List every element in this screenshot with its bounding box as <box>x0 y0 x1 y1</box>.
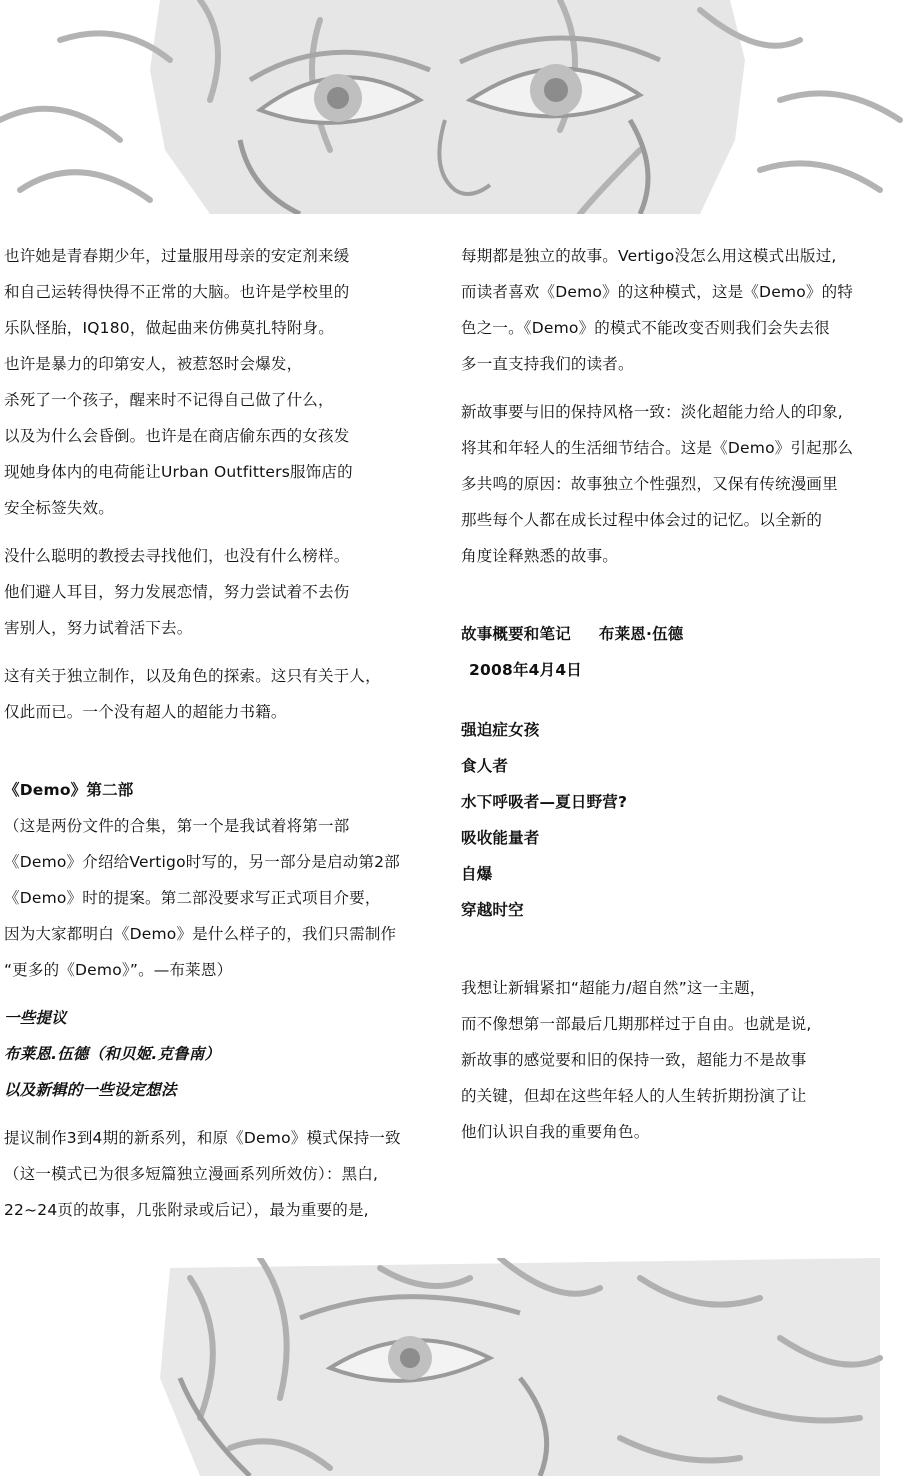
text-line: 他们避人耳目，努力发展恋情，努力尝试着不去伤 <box>4 583 350 601</box>
text-line: 也许她是青春期少年，过量服用母亲的安定剂来缓 <box>4 247 350 265</box>
right-paragraph-1 <box>461 238 911 382</box>
list-item: 食人者 <box>461 757 509 775</box>
bottom-illustration <box>0 1258 912 1476</box>
text-line: 没什么聪明的教授去寻找他们，也没有什么榜样。 <box>4 547 350 565</box>
notes-title: 故事概要和笔记 <box>461 625 571 643</box>
notes-header <box>461 616 911 652</box>
text-line: 将其和年轻人的生活细节结合。这是《Demo》引起那么 <box>461 439 854 457</box>
list-item: 水下呼吸者—夏日野营? <box>461 793 628 811</box>
right-paragraph-2 <box>461 394 911 574</box>
text-line: 仅此而已。一个没有超人的超能力书籍。 <box>4 703 287 721</box>
proposal-heading <box>4 1000 454 1108</box>
text-line: 这有关于独立制作，以及角色的探索。这只有关于人， <box>4 667 381 685</box>
text-line: 的关键，但却在这些年轻人的人生转折期扮演了让 <box>461 1087 807 1105</box>
list-item: 穿越时空 <box>461 901 524 919</box>
text-line: 以及为什么会昏倒。也许是在商店偷东西的女孩发 <box>4 427 350 445</box>
notes-author: 布莱恩·伍德 <box>598 625 684 643</box>
text-line: 提议制作3到4期的新系列，和原《Demo》模式保持一致 <box>4 1129 401 1147</box>
section-title: 《Demo》第二部 <box>4 781 134 799</box>
text-line: 《Demo》时的提案。第二部没要求写正式项目介要， <box>4 889 381 907</box>
text-line: 和自己运转得快得不正常的大脑。也许是学校里的 <box>4 283 350 301</box>
text-line: 乐队怪胎，IQ180，做起曲来仿佛莫扎特附身。 <box>4 319 334 337</box>
left-paragraph-1 <box>4 238 454 526</box>
text-line: 多共鸣的原因：故事独立个性强烈，又保有传统漫画里 <box>461 475 838 493</box>
text-line: 色之一。《Demo》的模式不能改变否则我们会失去很 <box>461 319 830 337</box>
right-column <box>461 238 911 1150</box>
text-line: 角度诠释熟悉的故事。 <box>461 547 619 565</box>
text-line: 我想让新辑紧扣“超能力/超自然”这一主题， <box>461 979 766 997</box>
text-line: 杀死了一个孩子，醒来时不记得自己做了什么， <box>4 391 334 409</box>
text-line: 而读者喜欢《Demo》的这种模式，这是《Demo》的特 <box>461 283 854 301</box>
left-paragraph-4 <box>4 1120 454 1228</box>
story-list <box>461 712 911 928</box>
left-column <box>4 238 454 1228</box>
manga-face-hair-art <box>0 1258 912 1476</box>
top-illustration <box>0 0 912 214</box>
left-paragraph-3 <box>4 658 454 730</box>
text-line: （这是两份文件的合集，第一个是我试着将第一部 <box>4 817 350 835</box>
text-line: 因为大家都明白《Demo》是什么样子的，我们只需制作 <box>4 925 397 943</box>
manga-face-eyes-art <box>0 0 912 214</box>
list-item: 吸收能量者 <box>461 829 540 847</box>
heading-line: 以及新辑的一些设定想法 <box>4 1081 177 1099</box>
text-line: 那些每个人都在成长过程中体会过的记忆。以全新的 <box>461 511 823 529</box>
left-paragraph-2 <box>4 538 454 646</box>
text-line: 新故事的感觉要和旧的保持一致，超能力不是故事 <box>461 1051 807 1069</box>
right-paragraph-3 <box>461 970 911 1150</box>
text-line: “更多的《Demo》”。—布莱恩） <box>4 961 233 979</box>
heading-line: 一些提议 <box>4 1009 67 1027</box>
heading-line: 布莱恩.伍德（和贝姬.克鲁南） <box>4 1045 221 1063</box>
text-line: （这一模式已为很多短篇独立漫画系列所效仿）：黑白, <box>4 1165 379 1183</box>
text-line: 现她身体内的电荷能让Urban Outfitters服饰店的 <box>4 463 353 481</box>
text-line: 而不像想第一部最后几期那样过于自由。也就是说, <box>461 1015 812 1033</box>
text-line: 害别人，努力试着活下去。 <box>4 619 193 637</box>
text-line: 多一直支持我们的读者。 <box>461 355 634 373</box>
notes-date: 2008年4月4日 <box>469 661 583 679</box>
text-line: 安全标签失效。 <box>4 499 114 517</box>
text-line: 22~24页的故事，几张附录或后记），最为重要的是, <box>4 1201 369 1219</box>
text-line: 新故事要与旧的保持风格一致：淡化超能力给人的印象, <box>461 403 843 421</box>
list-item: 强迫症女孩 <box>461 721 540 739</box>
text-line: 他们认识自我的重要角色。 <box>461 1123 650 1141</box>
text-line: 也许是暴力的印第安人，被惹怒时会爆发， <box>4 355 303 373</box>
text-line: 《Demo》介绍给Vertigo时写的，另一部分是启动第2部 <box>4 853 400 871</box>
list-item: 自爆 <box>461 865 493 883</box>
editor-note <box>4 808 454 988</box>
text-line: 每期都是独立的故事。Vertigo没怎么用这模式出版过, <box>461 247 837 265</box>
